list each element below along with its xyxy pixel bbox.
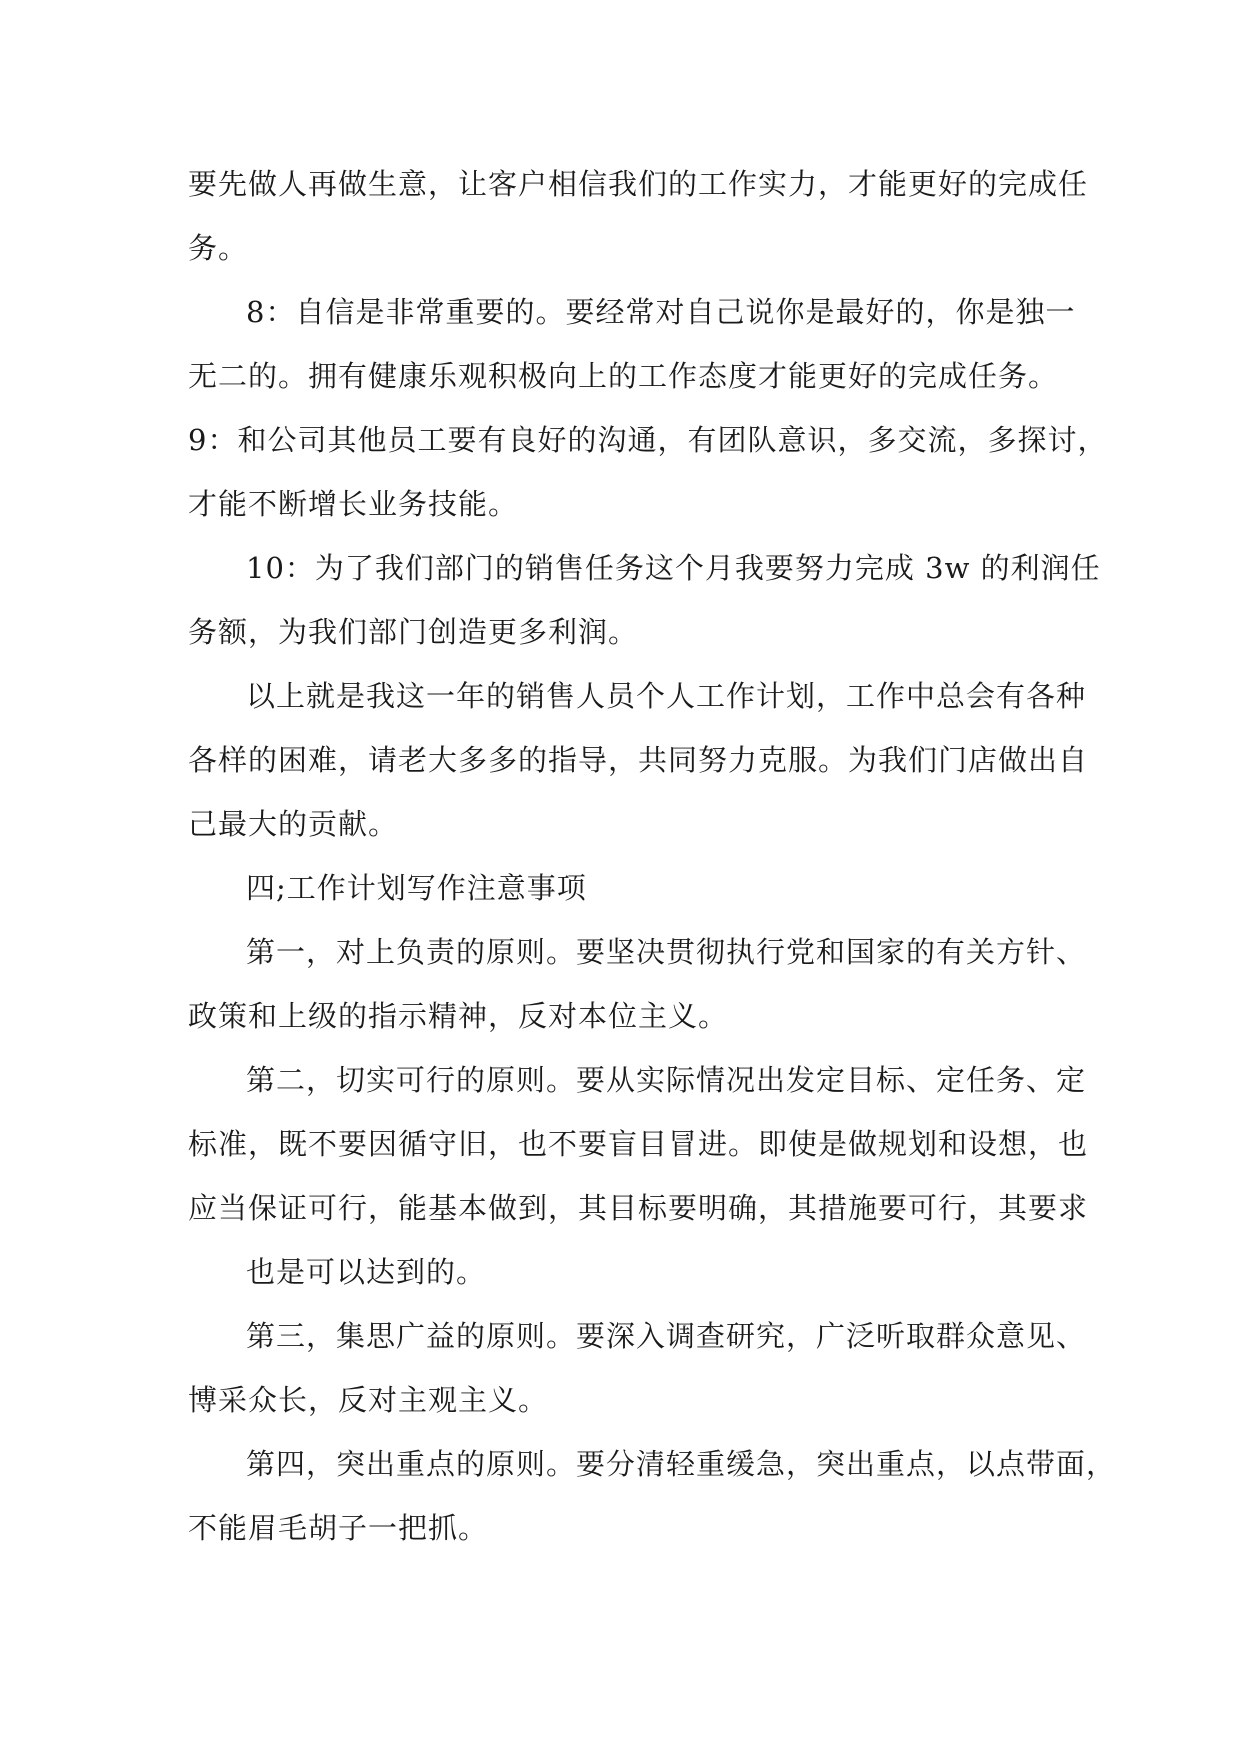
text-line: 8：自信是非常重要的。要经常对自己说你是最好的，你是独一 bbox=[246, 295, 1076, 329]
paragraph bbox=[188, 1304, 1087, 1432]
document-body bbox=[188, 152, 1117, 1560]
text-line: 务额，为我们部门创造更多利润。 bbox=[188, 615, 639, 649]
text-line: 己最大的贡献。 bbox=[188, 807, 399, 841]
text-line: 博采众长，反对主观主义。 bbox=[188, 1383, 549, 1417]
text-line: 各样的困难，请老大多多的指导，共同努力克服。为我们门店做出自 bbox=[188, 743, 1089, 777]
text-line: 务。 bbox=[188, 231, 249, 265]
text-line: 第四，突出重点的原则。要分清轻重缓急，突出重点，以点带面， bbox=[246, 1447, 1117, 1481]
paragraph bbox=[188, 408, 1108, 536]
paragraph bbox=[188, 536, 1101, 664]
paragraph bbox=[188, 664, 1089, 856]
text-line: 第一，对上负责的原则。要坚决贯彻执行党和国家的有关方针、 bbox=[246, 935, 1087, 969]
text-line: 无二的。拥有健康乐观积极向上的工作态度才能更好的完成任务。 bbox=[188, 359, 1059, 393]
paragraph bbox=[188, 1240, 1056, 1304]
paragraph bbox=[188, 1432, 1117, 1560]
text-line: 四;工作计划写作注意事项 bbox=[246, 871, 587, 905]
text-line: 9：和公司其他员工要有良好的沟通，有团队意识，多交流，多探讨， bbox=[188, 423, 1108, 457]
text-line: 第三，集思广益的原则。要深入调查研究，广泛听取群众意见、 bbox=[246, 1319, 1087, 1353]
paragraph bbox=[188, 920, 1087, 1048]
text-line: 才能不断增长业务技能。 bbox=[188, 487, 519, 521]
text-line: 标准，既不要因循守旧，也不要盲目冒进。即使是做规划和设想，也 bbox=[188, 1127, 1089, 1161]
text-line: 以上就是我这一年的销售人员个人工作计划，工作中总会有各种 bbox=[246, 679, 1087, 713]
text-line: 10：为了我们部门的销售任务这个月我要努力完成 3w 的利润任 bbox=[246, 551, 1101, 585]
paragraph bbox=[188, 152, 1089, 280]
section-heading bbox=[188, 856, 1056, 920]
text-line: 应当保证可行，能基本做到，其目标要明确，其措施要可行，其要求 bbox=[188, 1191, 1089, 1225]
text-line: 第二，切实可行的原则。要从实际情况出发定目标、定任务、定 bbox=[246, 1063, 1087, 1097]
text-line: 也是可以达到的。 bbox=[246, 1255, 487, 1289]
paragraph bbox=[188, 1048, 1089, 1240]
text-line: 不能眉毛胡子一把抓。 bbox=[188, 1511, 489, 1545]
text-line: 要先做人再做生意，让客户相信我们的工作实力，才能更好的完成任 bbox=[188, 167, 1089, 201]
text-line: 政策和上级的指示精神，反对本位主义。 bbox=[188, 999, 729, 1033]
paragraph bbox=[188, 280, 1076, 408]
